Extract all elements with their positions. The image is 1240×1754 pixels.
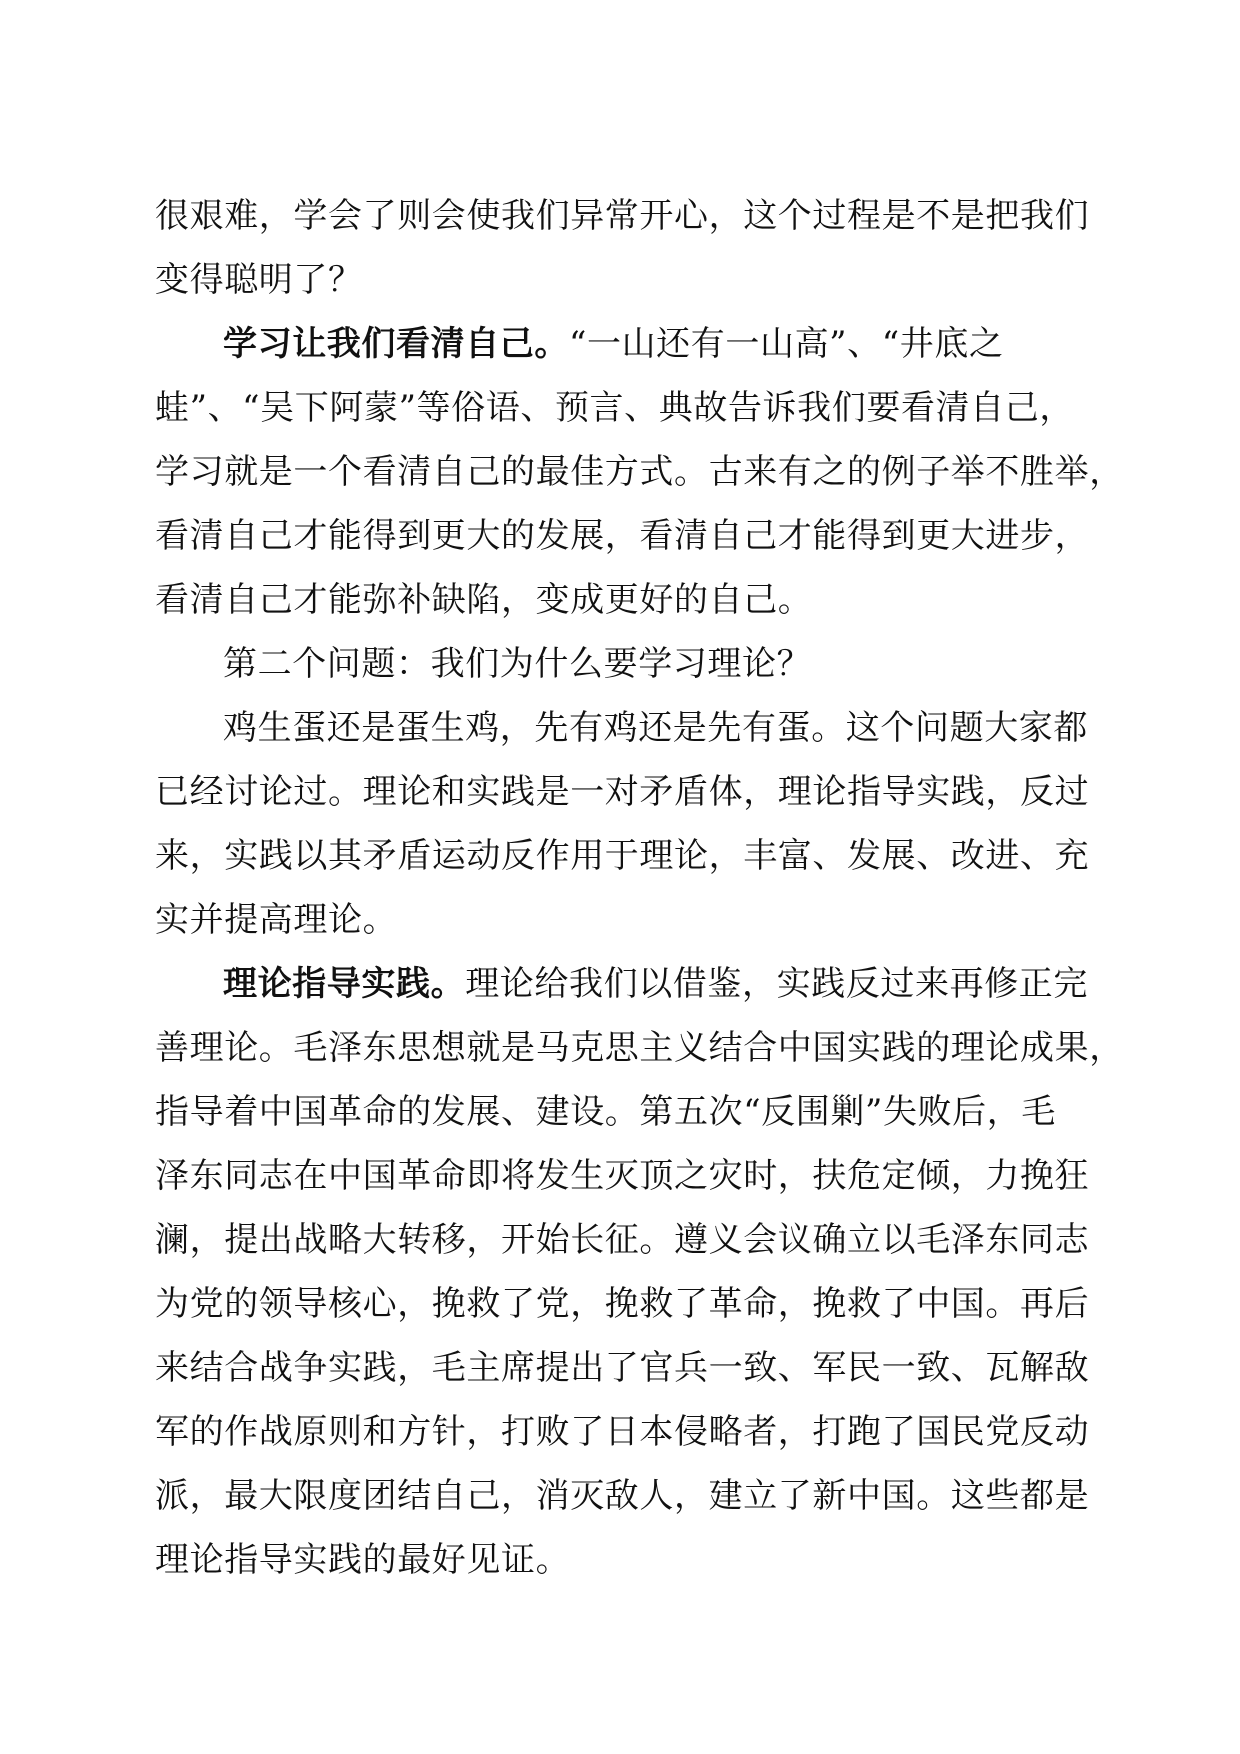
paragraph-4 (155, 952, 1124, 1592)
text-line: 鸡生蛋还是蛋生鸡，先有鸡还是先有蛋。这个问题大家都 (223, 708, 1088, 748)
paragraph-lead-bold: 理论指导实践。 (223, 964, 466, 1004)
text-line: 理论指导实践的最好见证。 (155, 1540, 571, 1580)
text-line: 已经讨论过。理论和实践是一对矛盾体，理论指导实践，反过 (155, 772, 1090, 812)
text-line: 蛙”、“吴下阿蒙”等俗语、预言、典故告诉我们要看清自己， (155, 388, 1074, 428)
paragraph-lead-bold: 学习让我们看清自己。 (223, 324, 569, 364)
text-line: 派，最大限度团结自己，消灭敌人，建立了新中国。这些都是 (155, 1476, 1090, 1516)
paragraph-2 (155, 312, 1124, 632)
text-line: 澜，提出战略大转移，开始长征。遵义会议确立以毛泽东同志 (155, 1220, 1090, 1260)
text-line: 变得聪明了？ (155, 260, 363, 300)
text-line (155, 312, 1070, 376)
text-line: 学习就是一个看清自己的最佳方式。古来有之的例子举不胜举， (155, 452, 1124, 492)
section-heading (155, 632, 1070, 696)
document-page (155, 184, 1124, 1592)
text-line: 为党的领导核心，挽救了党，挽救了革命，挽救了中国。再后 (155, 1284, 1090, 1324)
text-line: 军的作战原则和方针，打败了日本侵略者，打跑了国民党反动 (155, 1412, 1090, 1452)
text-line: 来结合战争实践，毛主席提出了官兵一致、军民一致、瓦解敌 (155, 1348, 1090, 1388)
text-line: 来，实践以其矛盾运动反作用于理论，丰富、发展、改进、充 (155, 836, 1090, 876)
text-line: 看清自己才能弥补缺陷，变成更好的自己。 (155, 580, 813, 620)
text-line: 泽东同志在中国革命即将发生灭顶之灾时，扶危定倾，力挽狂 (155, 1156, 1090, 1196)
paragraph-3 (155, 696, 1090, 952)
text-line: 指导着中国革命的发展、建设。第五次“反围剿”失败后，毛 (155, 1092, 1056, 1132)
text-line: 善理论。毛泽东思想就是马克思主义结合中国实践的理论成果， (155, 1028, 1124, 1068)
text-line (155, 952, 1089, 1016)
text-line: 实并提高理论。 (155, 900, 398, 940)
paragraph-1 (155, 184, 1090, 312)
heading-text: 第二个问题：我们为什么要学习理论？ (223, 644, 812, 684)
text-span: 理论给我们以借鉴，实践反过来再修正完 (465, 964, 1089, 1004)
text-line: 很艰难，学会了则会使我们异常开心，这个过程是不是把我们 (155, 196, 1090, 236)
text-span: “一山还有一山高”、“井底之 (569, 324, 1004, 364)
text-line: 看清自己才能得到更大的发展，看清自己才能得到更大进步， (155, 516, 1090, 556)
